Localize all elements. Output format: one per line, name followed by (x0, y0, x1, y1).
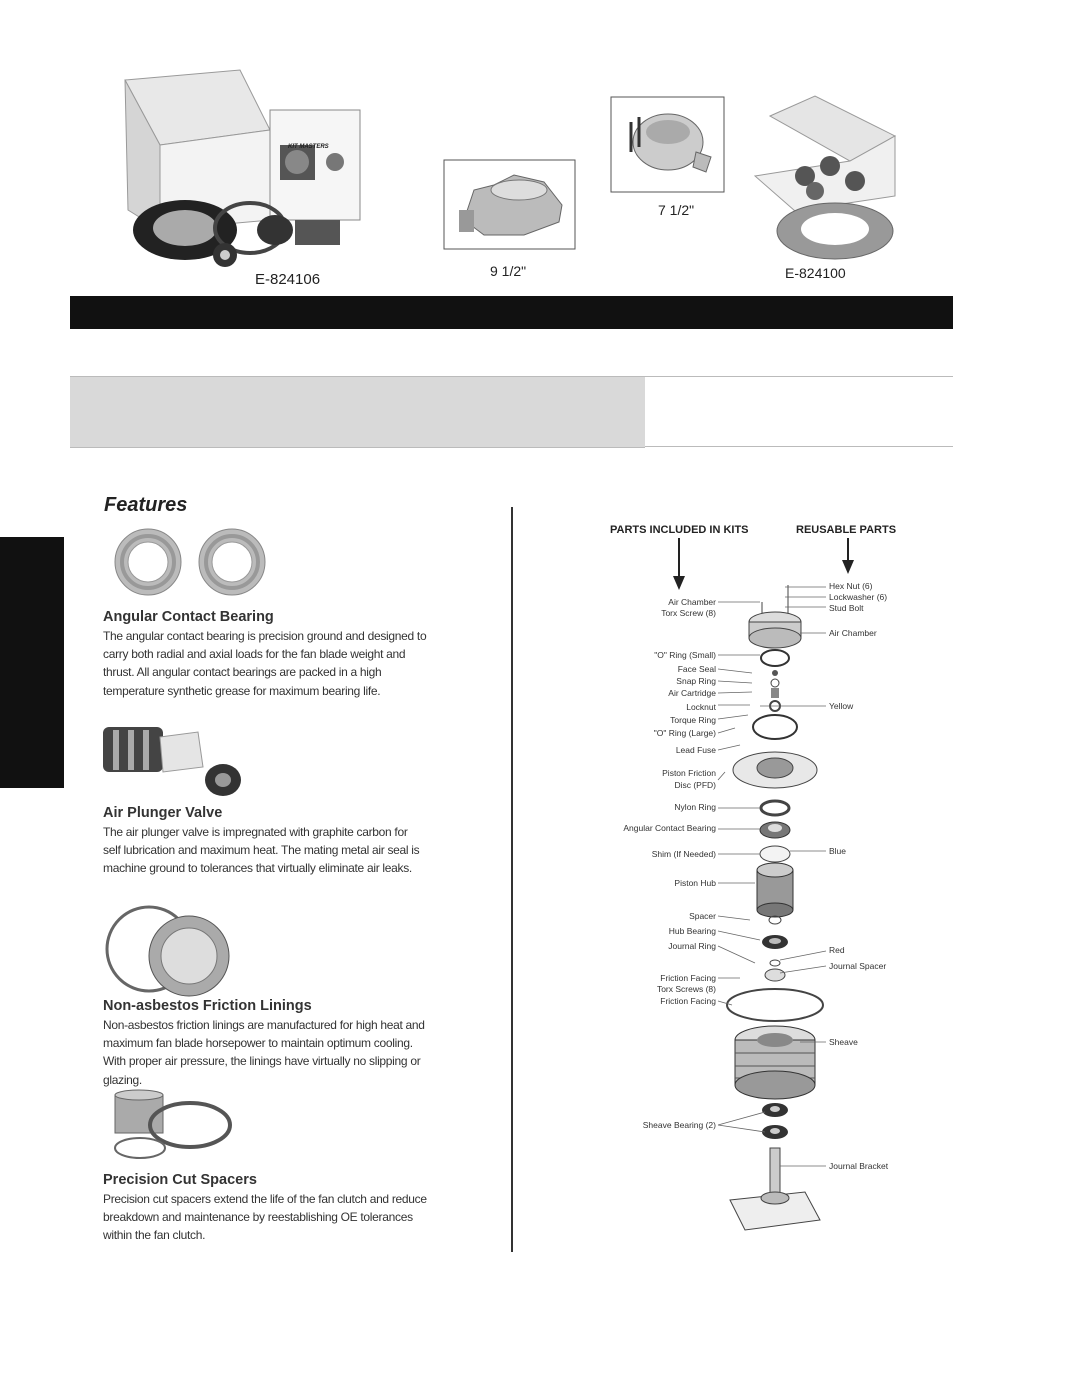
diagram-label: Journal Bracket (829, 1161, 889, 1171)
diagram-label: Hex Nut (6) (829, 581, 873, 591)
diagram-label: Friction Facing (660, 973, 716, 983)
diagram-label: Hub Bearing (668, 926, 716, 936)
fan-clutch-image (444, 160, 576, 250)
diagram-label: Angular Contact Bearing (623, 823, 716, 833)
feature-title: Non-asbestos Friction Linings (103, 998, 312, 1014)
gray-info-box (70, 376, 645, 448)
diagram-label: Face Seal (677, 664, 716, 674)
feature-text: Precision cut spacers extend the life of the fan clutch and reduce breakdown and maintenance by reestablishing OE tolerances within the fan clutch. (103, 1192, 427, 1243)
diagram-label: Blue (829, 846, 847, 856)
diagram-label: Lead Fuse (675, 745, 716, 755)
product-caption: E-824100 (785, 265, 846, 281)
diagram-label: "O" Ring (Large) (653, 728, 716, 738)
diagram-label: Air Chamber (668, 597, 716, 607)
diagram-label: "O" Ring (Small) (654, 650, 716, 660)
diagram-label: Torx Screw (8) (661, 608, 716, 618)
fan-clutch-image (611, 97, 725, 193)
diagram-label: Lockwasher (6) (829, 592, 888, 602)
product-caption: 7 1/2" (658, 202, 695, 218)
diagram-label: Journal Ring (668, 941, 716, 951)
kit-box-image (755, 96, 895, 261)
diagram-label: Air Cartridge (668, 688, 716, 698)
feature-text: The air plunger valve is impregnated with graphite carbon for self lubrication and maximum heat. The mating metal air seal is machine ground to tolerances that virtually eliminate air leaks. (103, 825, 420, 876)
diagram-label: Friction Facing (660, 996, 716, 1006)
diagram-label: Air Chamber (829, 628, 877, 638)
section-header-bar (70, 296, 953, 329)
friction-lining-image (104, 904, 229, 999)
diagram-header-right: REUSABLE PARTS (796, 524, 897, 536)
diagram-label: Red (829, 945, 845, 955)
feature-text: Non-asbestos friction linings are manufactured for high heat and maximum fan blade horsepower to maintain optimum cooling. With proper air pressure, the linings have virtually no slipping or glazing. (103, 1018, 425, 1087)
product-caption: E-824106 (255, 271, 321, 288)
feature-text: The angular contact bearing is precision ground and designed to carry both radial and axial loads for the fan blade weight and thrust. All angular contact bearings are packed in a high temperature synthetic grease for maximum bearing life. (103, 629, 427, 698)
diagram-label: Yellow (829, 701, 854, 711)
divider-line (645, 376, 953, 377)
diagram-label: Stud Bolt (829, 603, 864, 613)
air-plunger-image (98, 722, 248, 804)
diagram-label: Torque Ring (670, 715, 716, 725)
diagram-label: Nylon Ring (674, 802, 716, 812)
feature-title: Angular Contact Bearing (103, 609, 274, 625)
spacer-image (110, 1090, 235, 1162)
diagram-label: Spacer (689, 911, 716, 921)
kit-box-brand: KIT MASTERS (288, 144, 329, 150)
features-heading: Features (104, 494, 188, 516)
diagram-label: Locknut (686, 702, 716, 712)
diagram-label: Torx Screws (8) (656, 984, 716, 994)
column-divider (511, 507, 513, 1252)
arrow-down-icon (841, 538, 855, 574)
diagram-label: Sheave Bearing (2) (642, 1120, 716, 1130)
diagram-label: Sheave (829, 1037, 858, 1047)
diagram-header-left: PARTS INCLUDED IN KITS (610, 524, 749, 536)
product-caption: 9 1/2" (490, 263, 527, 279)
diagram-label: Piston Hub (674, 878, 716, 888)
diagram-label: Shim (If Needed) (651, 849, 716, 859)
kit-box-image (120, 70, 400, 270)
divider-line (645, 446, 953, 447)
feature-title: Air Plunger Valve (103, 805, 223, 821)
side-tab (0, 537, 64, 788)
feature-title: Precision Cut Spacers (103, 1172, 257, 1188)
diagram-label: Snap Ring (676, 676, 716, 686)
bearing-image (108, 528, 283, 598)
diagram-label: Disc (PFD) (674, 780, 716, 790)
diagram-label: Piston Friction (662, 768, 716, 778)
diagram-label: Journal Spacer (829, 961, 887, 971)
